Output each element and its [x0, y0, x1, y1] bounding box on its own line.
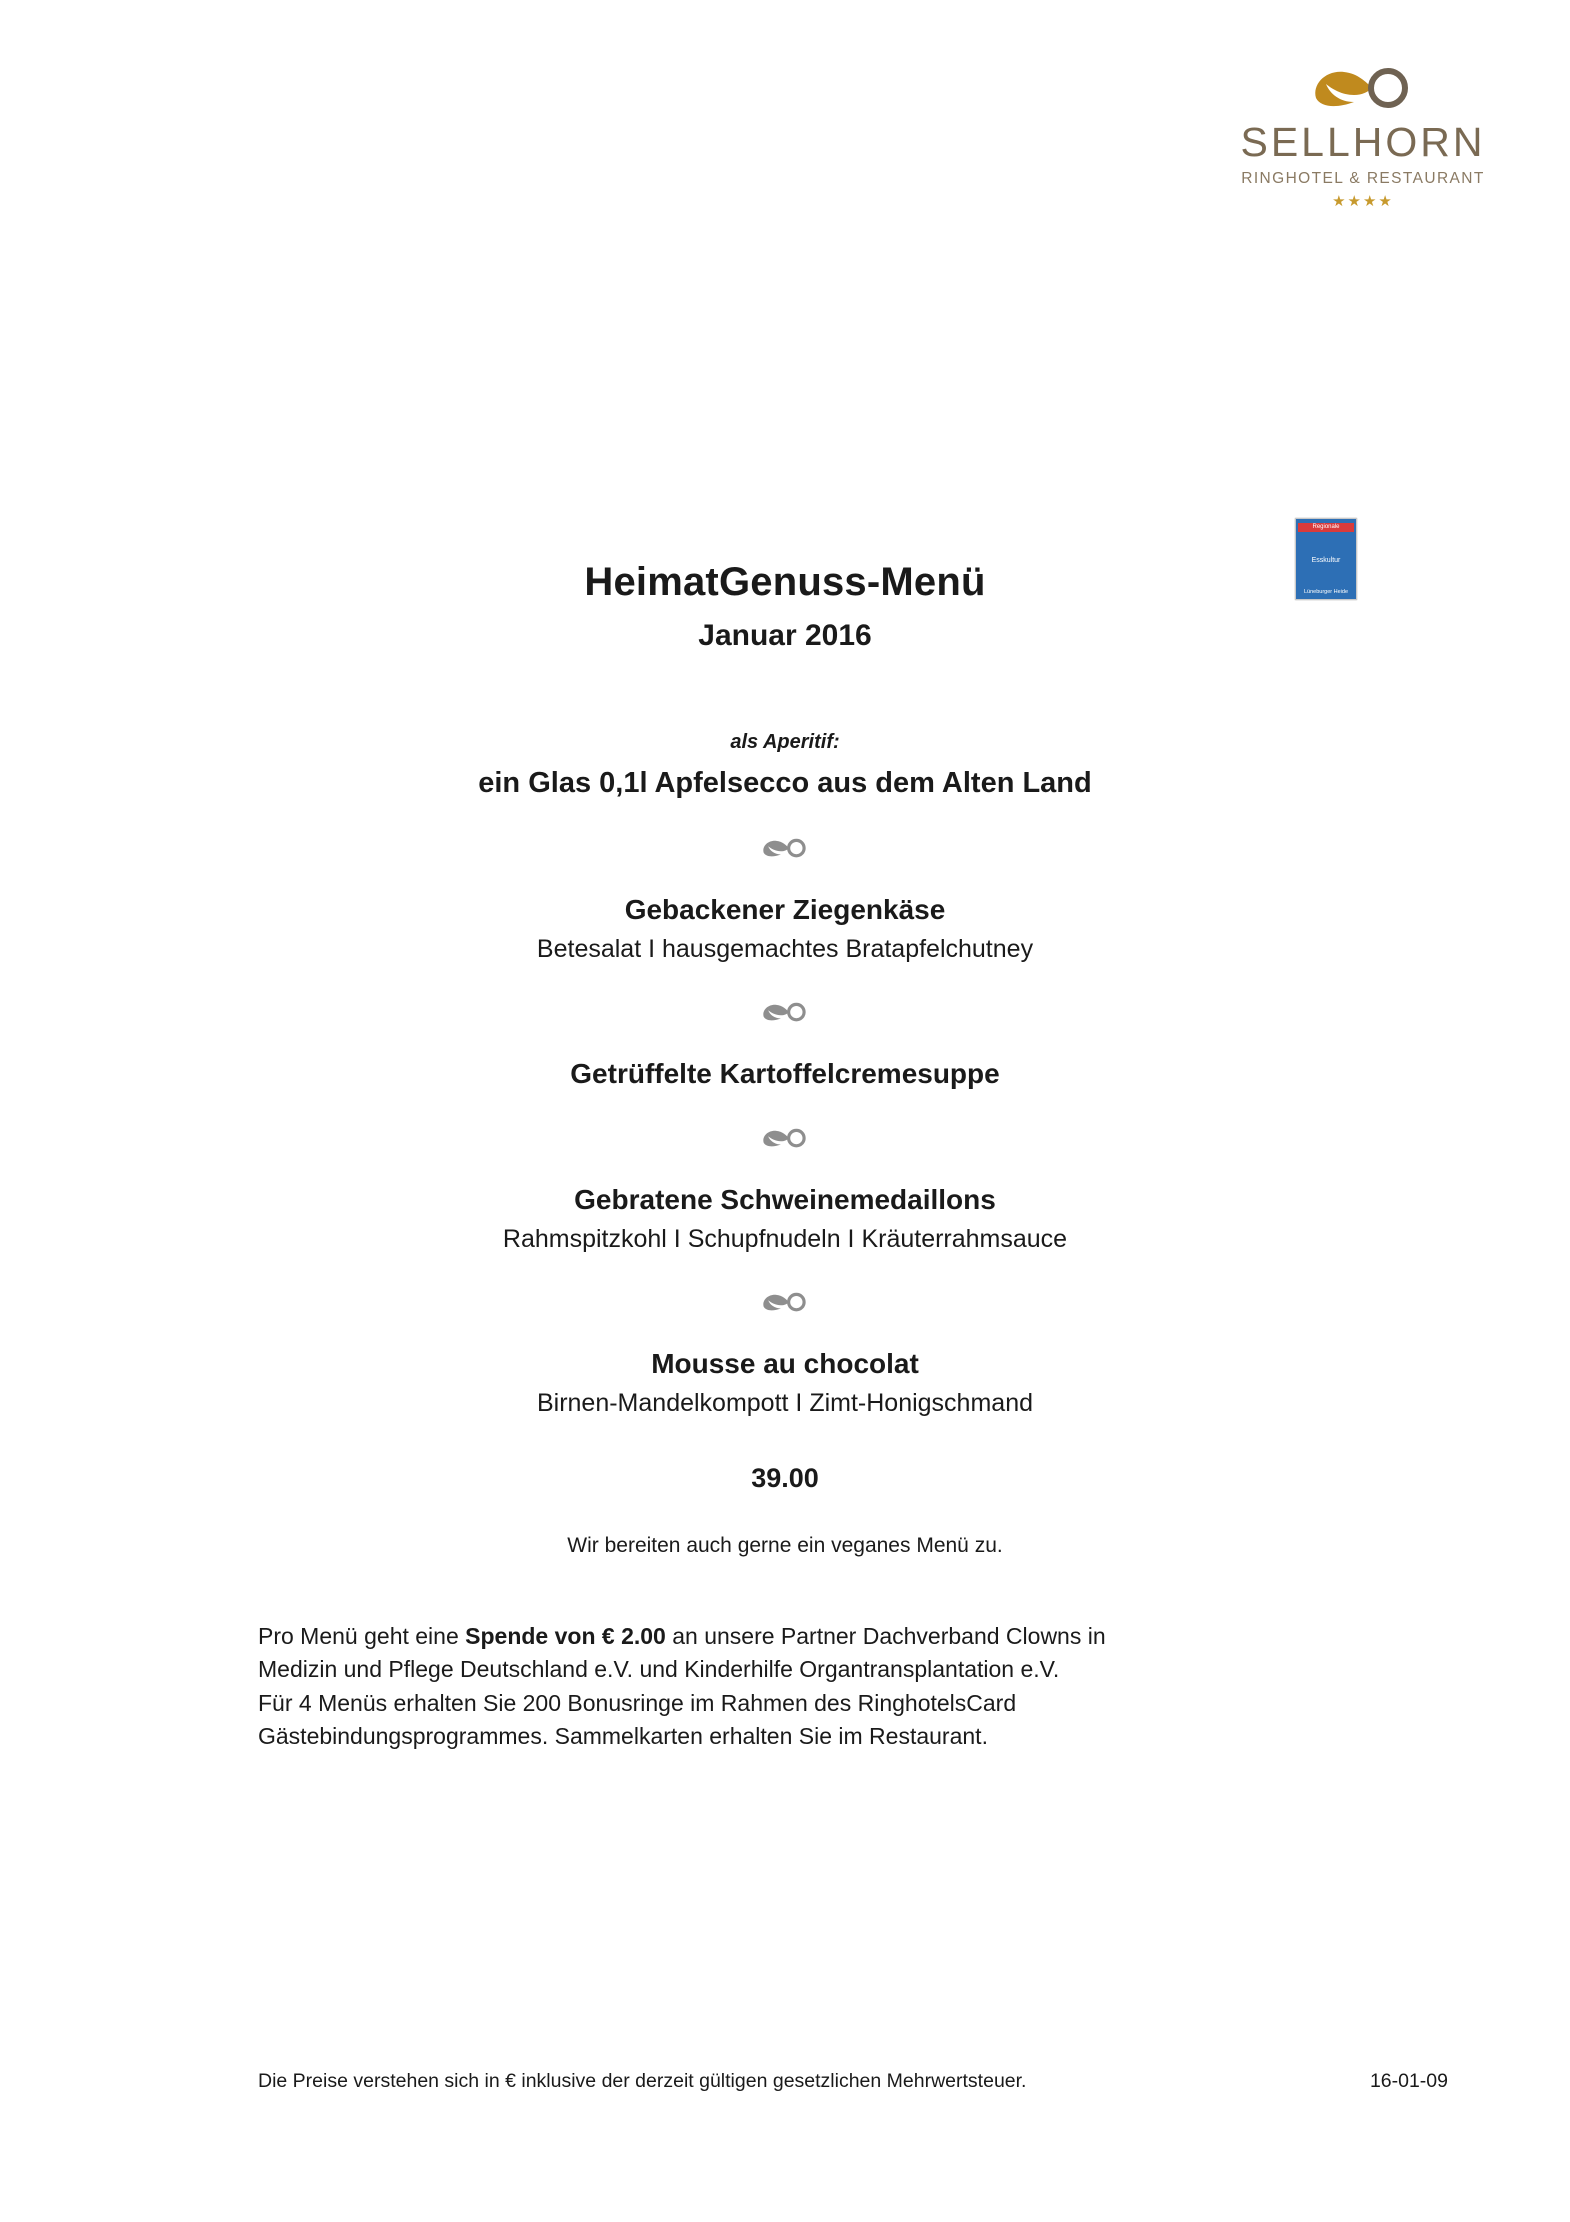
seal-top-text: Regionale — [1298, 523, 1354, 532]
aperitif-text: ein Glas 0,1l Apfelsecco aus dem Alten Land — [478, 767, 1092, 799]
menu-course — [0, 894, 1570, 964]
donation-line1-post: an unsere Partner Dachverband Clowns in — [665, 1623, 1106, 1649]
course-description: Birnen-Mandelkompott I Zimt-Honigschmand — [536, 1389, 1034, 1417]
course-description: Rahmspitzkohl I Schupfnudeln I Kräuterrahmsauce — [502, 1225, 1068, 1253]
donation-line3: Für 4 Menüs erhalten Sie 200 Bonusringe im Rahmen des RinghotelsCard — [258, 1689, 1017, 1716]
document-date: 16-01-09 — [1369, 2070, 1448, 2092]
footer — [258, 2070, 1448, 2093]
menu-price: 39.00 — [751, 1463, 819, 1493]
vegan-note: Wir bereiten auch gerne ein veganes Menü zu. — [567, 1534, 1003, 1557]
course-name: Mousse au chocolat — [651, 1348, 919, 1379]
menu-course — [0, 1058, 1570, 1090]
course-name: Gebackener Ziegenkäse — [624, 894, 946, 925]
donation-line4: Gästebindungsprogrammes. Sammelkarten erhalten Sie im Restaurant. — [258, 1723, 988, 1750]
seal-bottom-text: Lüneburger Heide — [1303, 588, 1349, 595]
horn-divider-icon — [755, 1288, 815, 1318]
brand-stars: ★★★★ — [1332, 193, 1394, 210]
menu-month: Januar 2016 — [698, 619, 872, 652]
donation-line1-pre: Pro Menü geht eine — [258, 1623, 466, 1649]
donation-paragraph — [258, 1620, 1378, 1753]
aperitif-label: als Aperitif: — [730, 731, 840, 753]
donation-line2: Medizin und Pflege Deutschland e.V. und Kinderhilfe Organtransplantation e.V. — [258, 1656, 1060, 1683]
menu-course — [0, 1184, 1570, 1254]
seal-mid-text: Esskultur — [1311, 556, 1341, 564]
brand-name: SELLHORN — [1240, 119, 1486, 165]
tax-note: Die Preise verstehen sich in € inklusive der derzeit gültigen gesetzlichen Mehrwertsteuer. — [258, 2070, 1027, 2092]
page-title: HeimatGenuss-Menü — [584, 560, 986, 604]
course-name: Gebratene Schweinemedaillons — [574, 1184, 996, 1215]
donation-amount: Spende von € 2.00 — [465, 1623, 666, 1649]
course-name: Getrüffelte Kartoffelcremesuppe — [570, 1058, 1000, 1089]
horn-divider-icon — [755, 834, 815, 864]
brand-subtitle: RINGHOTEL & RESTAURANT — [1241, 170, 1485, 187]
menu-course — [0, 1348, 1570, 1418]
course-description: Betesalat I hausgemachtes Bratapfelchutney — [536, 935, 1034, 963]
horn-divider-icon — [755, 1124, 815, 1154]
horn-divider-icon — [755, 998, 815, 1028]
